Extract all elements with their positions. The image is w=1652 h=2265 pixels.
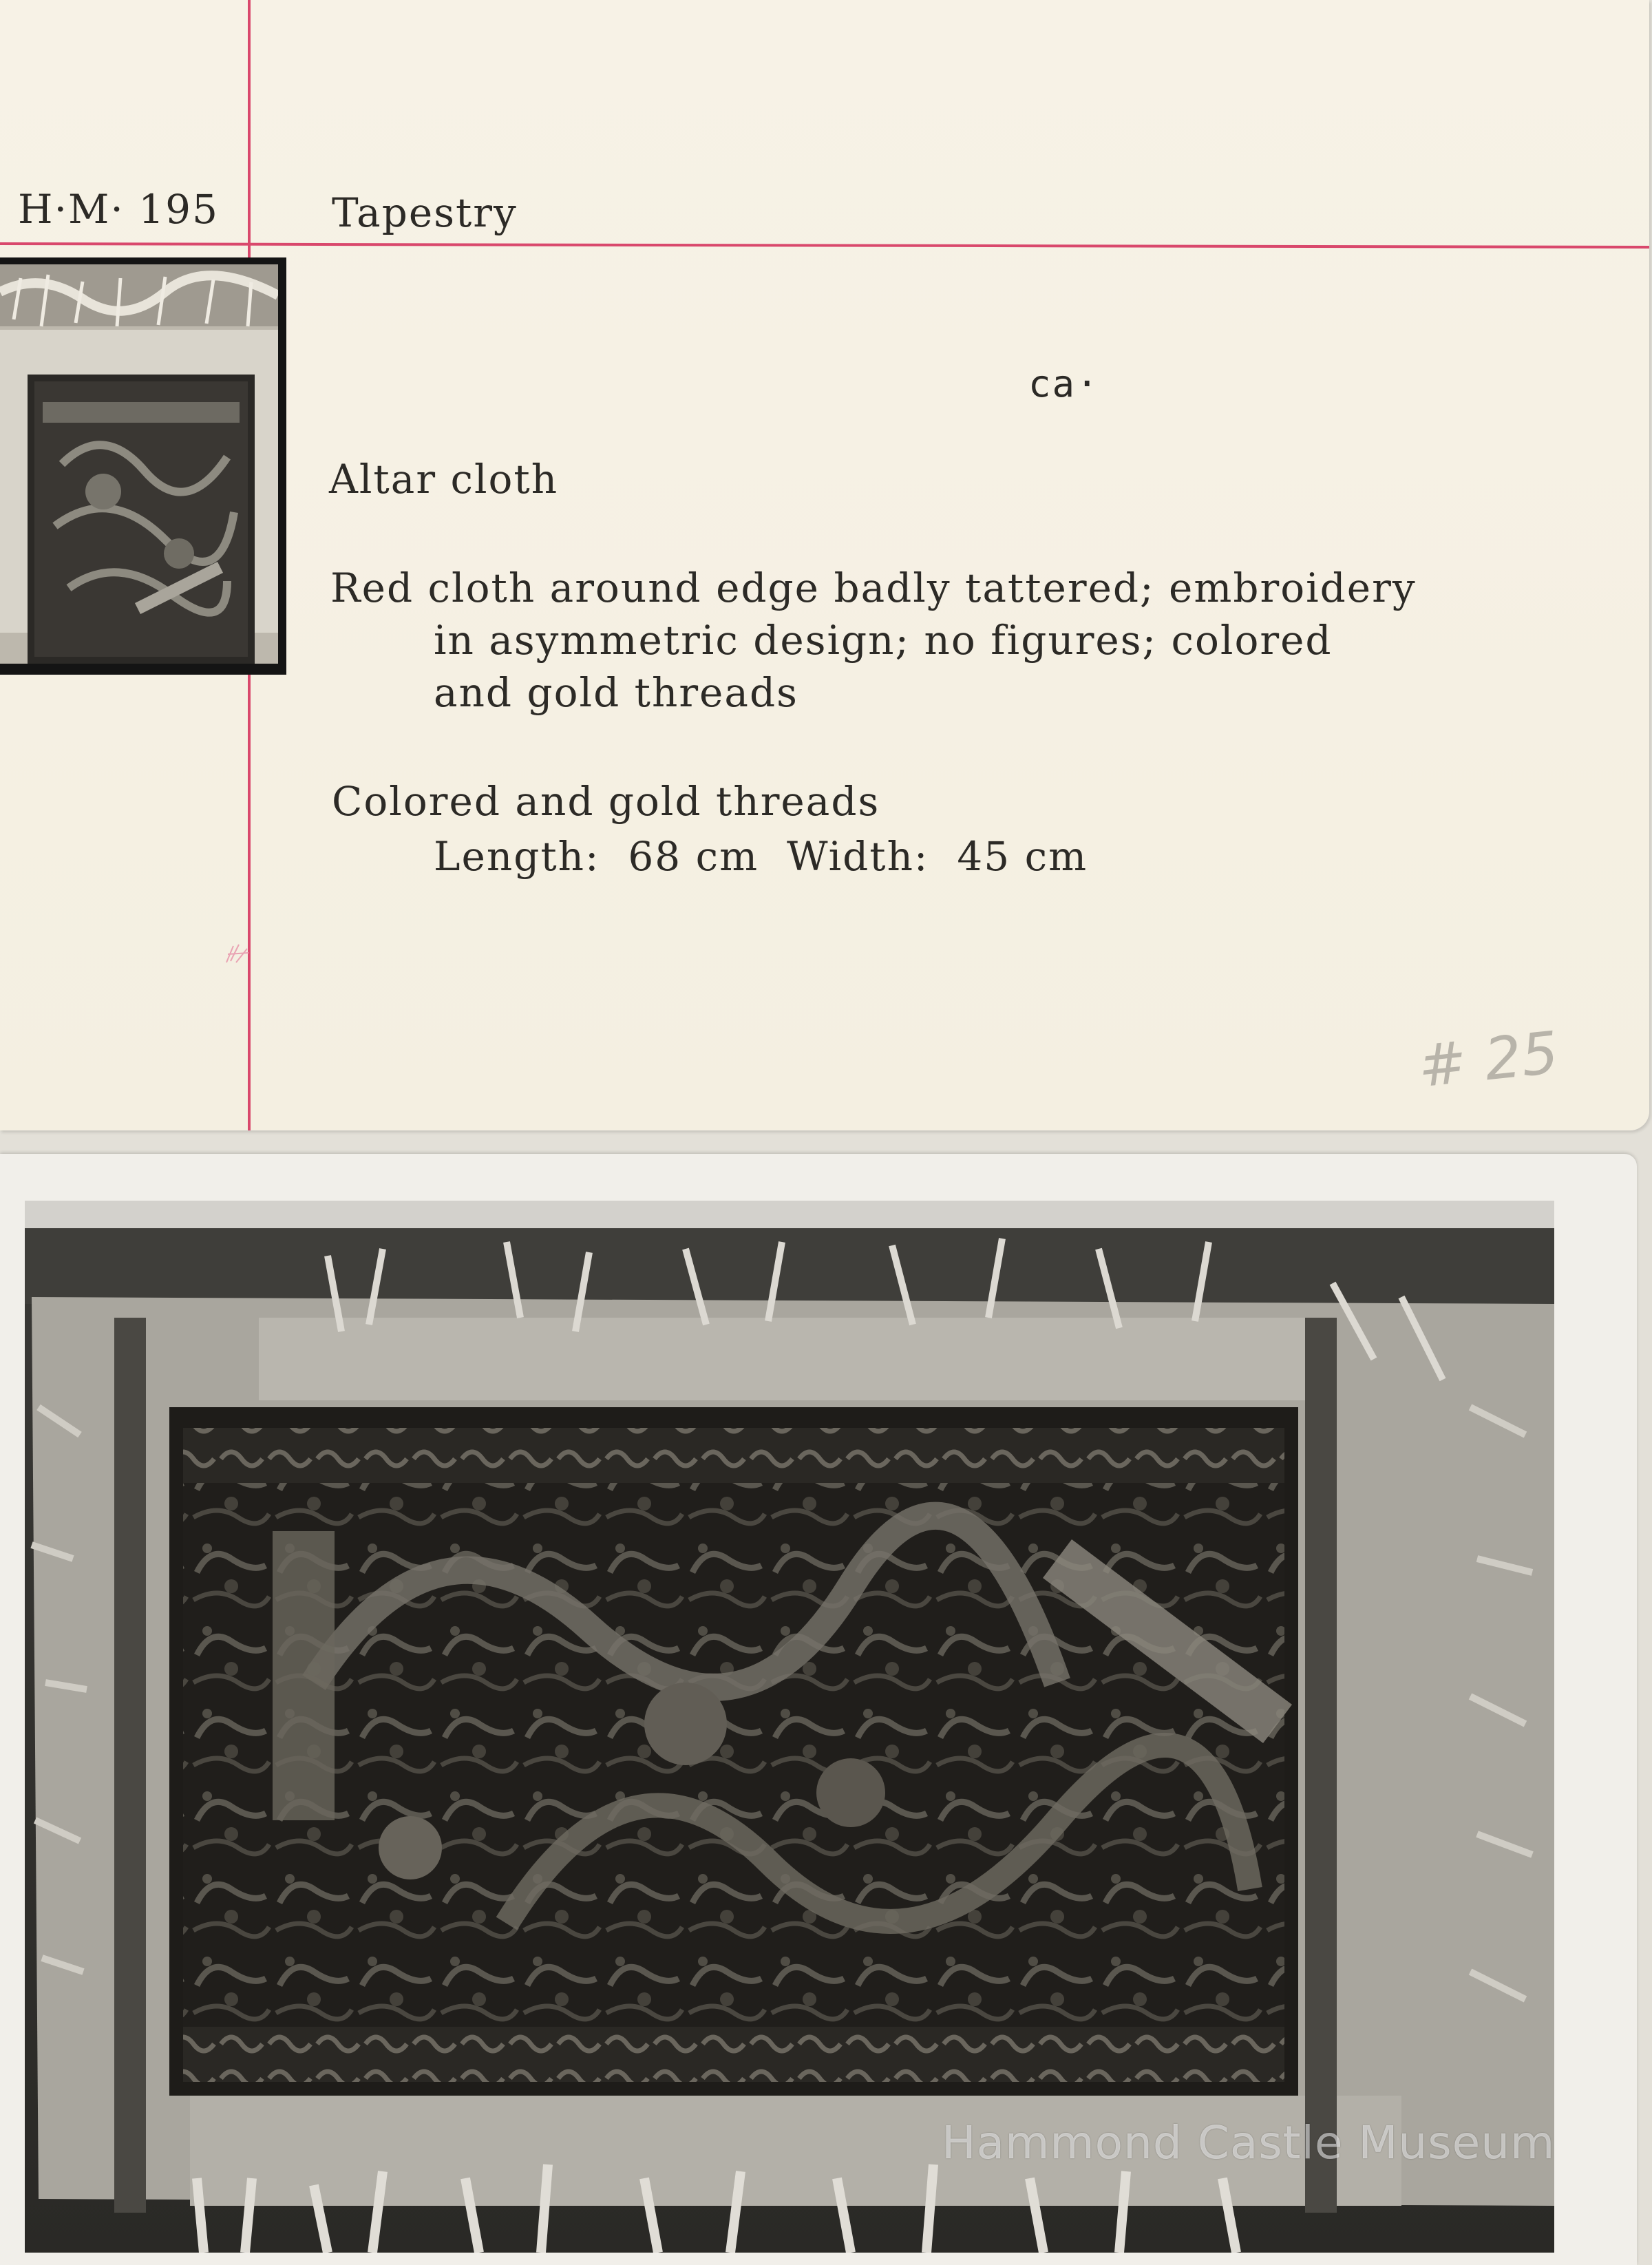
object-photograph [0,1154,1637,2265]
altar-cloth-photo [25,1201,1554,2253]
materials: Colored and gold threads [332,778,880,825]
description-line: and gold threads [434,669,798,716]
object-category: Tapestry [332,189,518,236]
index-card [0,0,1649,1130]
description-line: Red cloth around edge badly tattered; embroidery [330,565,1417,611]
pencil-annotation: # 25 [1415,1018,1562,1101]
pencil-scribble [224,942,251,967]
description-line: in asymmetric design; no figures; colored [434,617,1333,664]
catalog-number: H·M· 195 [18,186,219,233]
object-title: Altar cloth [329,456,559,503]
date-field: ca· [1028,362,1100,405]
dimensions: Length: 68 cm Width: 45 cm [434,833,1088,880]
thumbnail-photo [0,257,286,675]
museum-watermark: Hammond Castle Museum [942,2116,1556,2169]
